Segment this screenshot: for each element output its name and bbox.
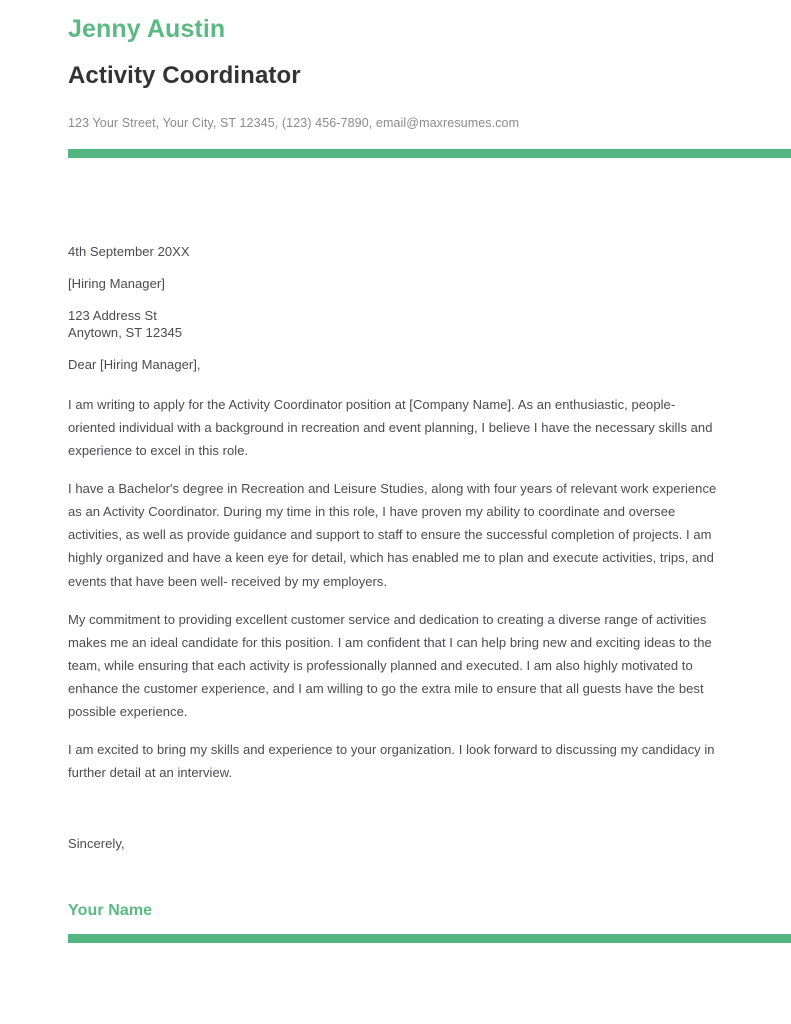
- header-divider-bar: [68, 149, 791, 158]
- body-paragraph-2: I have a Bachelor's degree in Recreation and Leisure Studies, along with four years of relevant work experience as an Activity Coordinator. During my time in this role, I have proven my ability to coordinate and oversee activities, as well as provide guidance and support to staff to ensure the successful completion of projects. I am highly organized and have a keen eye for detail, which has enabled me to plan and execute activities, trips, and events that have been well- received by my employers.: [68, 481, 717, 589]
- recipient-address: [68, 307, 722, 342]
- address-line-1: 123 Address St: [68, 307, 157, 323]
- footer-divider-bar: [68, 934, 791, 943]
- signoff: Sincerely,: [68, 835, 125, 851]
- body-paragraph-4: I am excited to bring my skills and experience to your organization. I look forward to discussing my candidacy in further detail at an interview.: [68, 742, 715, 781]
- letter-date: 4th September 20XX: [68, 244, 190, 259]
- job-title: Activity Coordinator: [68, 62, 301, 90]
- applicant-name: Jenny Austin: [68, 15, 226, 43]
- address-line-2: Anytown, ST 12345: [68, 325, 183, 341]
- body-paragraph-1: I am writing to apply for the Activity Coordinator position at [Company Name]. As an enthusiastic, people-oriented individual with a background in recreation and event planning, I believe I have the necessary skills and experience to excel in this role.: [68, 396, 713, 458]
- contact-info-line: 123 Your Street, Your City, ST 12345, (123) 456-7890, email@maxresumes.com: [68, 116, 520, 131]
- body-paragraph-3: My commitment to providing excellent customer service and dedication to creating a diverse range of activities makes me an ideal candidate for this position. I am confident that I can help bring new and exciting ideas to the team, while ensuring that each activity is professionally planned and executed. I am also highly motivated to enhance the customer experience, and I am willing to go the extra mile to ensure that all guests have the best possible experience.: [68, 611, 712, 720]
- letter-body: [68, 243, 722, 922]
- signature-name: Your Name: [68, 902, 153, 920]
- recipient-name: [Hiring Manager]: [68, 275, 165, 291]
- salutation: Dear [Hiring Manager],: [68, 356, 201, 372]
- letterhead: [68, 0, 722, 133]
